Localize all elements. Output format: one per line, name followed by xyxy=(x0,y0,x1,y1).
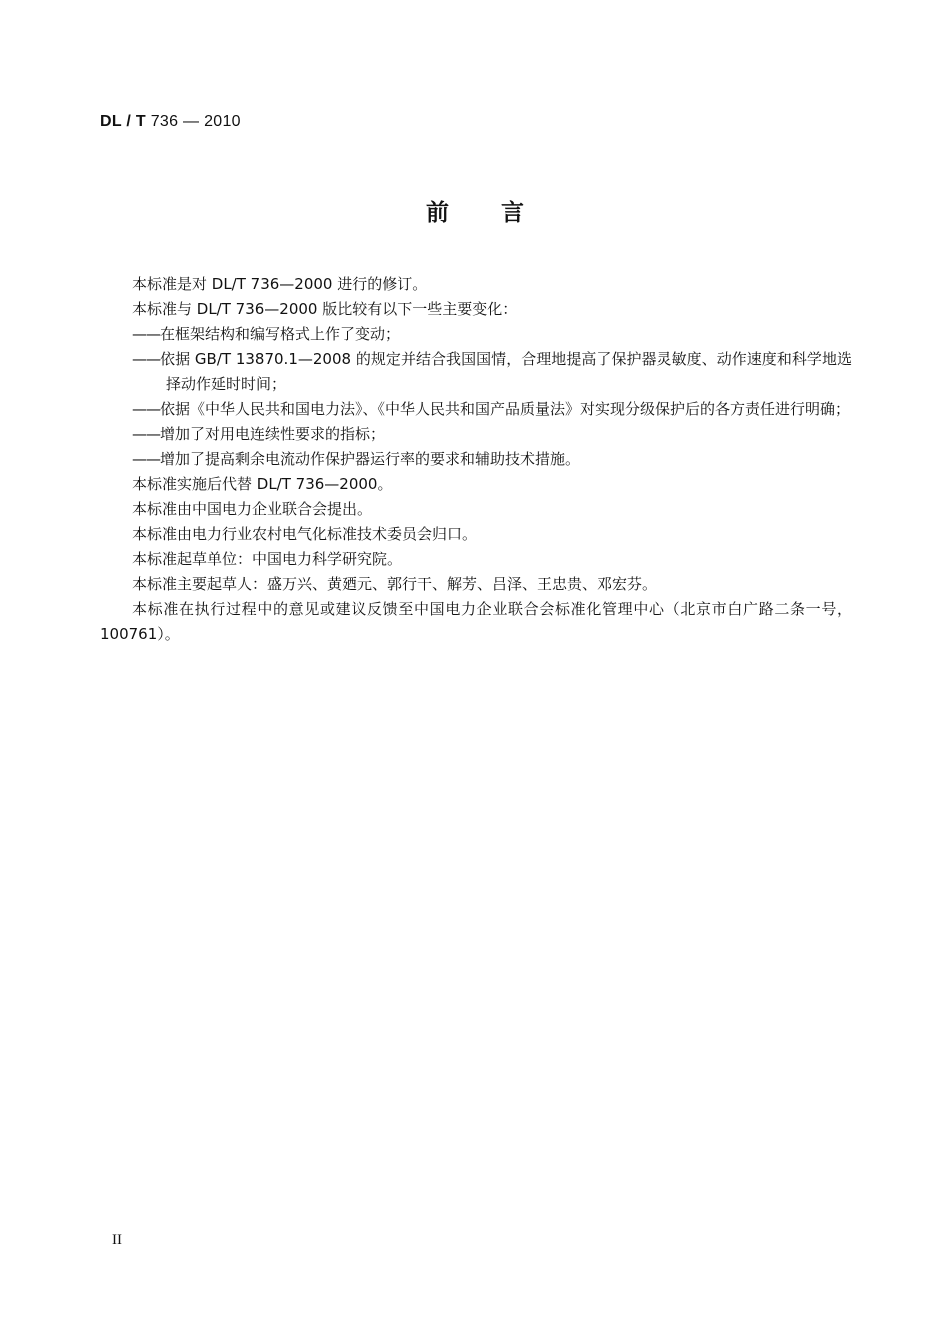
change-text: 增加了对用电连续性要求的指标； xyxy=(160,425,386,443)
foreword-body xyxy=(100,272,852,647)
paragraph-replacement: 本标准实施后代替 DL/T 736—2000。 xyxy=(132,475,393,493)
change-item xyxy=(100,447,852,472)
change-text: 在框架结构和编写格式上作了变动； xyxy=(160,325,401,343)
paragraph-changes-intro: 本标准与 DL/T 736—2000 版比较有以下一些主要变化： xyxy=(132,300,518,318)
change-item xyxy=(100,422,852,447)
paragraph-drafting-unit: 本标准起草单位：中国电力科学研究院。 xyxy=(132,550,403,568)
page-number: II xyxy=(112,1232,122,1248)
change-text: 增加了提高剩余电流动作保护器运行率的要求和辅助技术措施。 xyxy=(160,450,581,468)
page-title: 前言 xyxy=(426,200,576,226)
change-dash: —— xyxy=(132,400,160,418)
change-dash: —— xyxy=(132,425,160,443)
change-text: 依据 GB/T 13870.1—2008 的规定并结合我国国情，合理地提高了保护器灵敏度、动作速度和科学地选择动作延时时间； xyxy=(160,350,852,393)
change-text: 依据《中华人民共和国电力法》、《中华人民共和国产品质量法》对实现分级保护后的各方责任进行明确； xyxy=(160,400,851,418)
change-item xyxy=(100,322,852,347)
change-dash: —— xyxy=(132,325,160,343)
document-code-number: 736 — 2010 xyxy=(145,113,241,130)
paragraph-feedback: 本标准在执行过程中的意见或建议反馈至中国电力企业联合会标准化管理中心（北京市白广路二条一号，100761）。 xyxy=(100,600,852,643)
change-dash: —— xyxy=(132,450,160,468)
change-dash: —— xyxy=(132,350,160,368)
change-item xyxy=(100,347,852,397)
paragraph-committee: 本标准由电力行业农村电气化标准技术委员会归口。 xyxy=(132,525,478,543)
document-code xyxy=(100,113,241,131)
change-item xyxy=(100,397,852,422)
document-code-prefix: DL / T xyxy=(100,113,146,130)
paragraph-revision: 本标准是对 DL/T 736—2000 进行的修订。 xyxy=(132,275,428,293)
paragraph-proposer: 本标准由中国电力企业联合会提出。 xyxy=(132,500,373,518)
paragraph-drafters: 本标准主要起草人：盛万兴、黄廼元、郭行干、解芳、吕泽、王忠贵、邓宏芬。 xyxy=(132,575,658,593)
